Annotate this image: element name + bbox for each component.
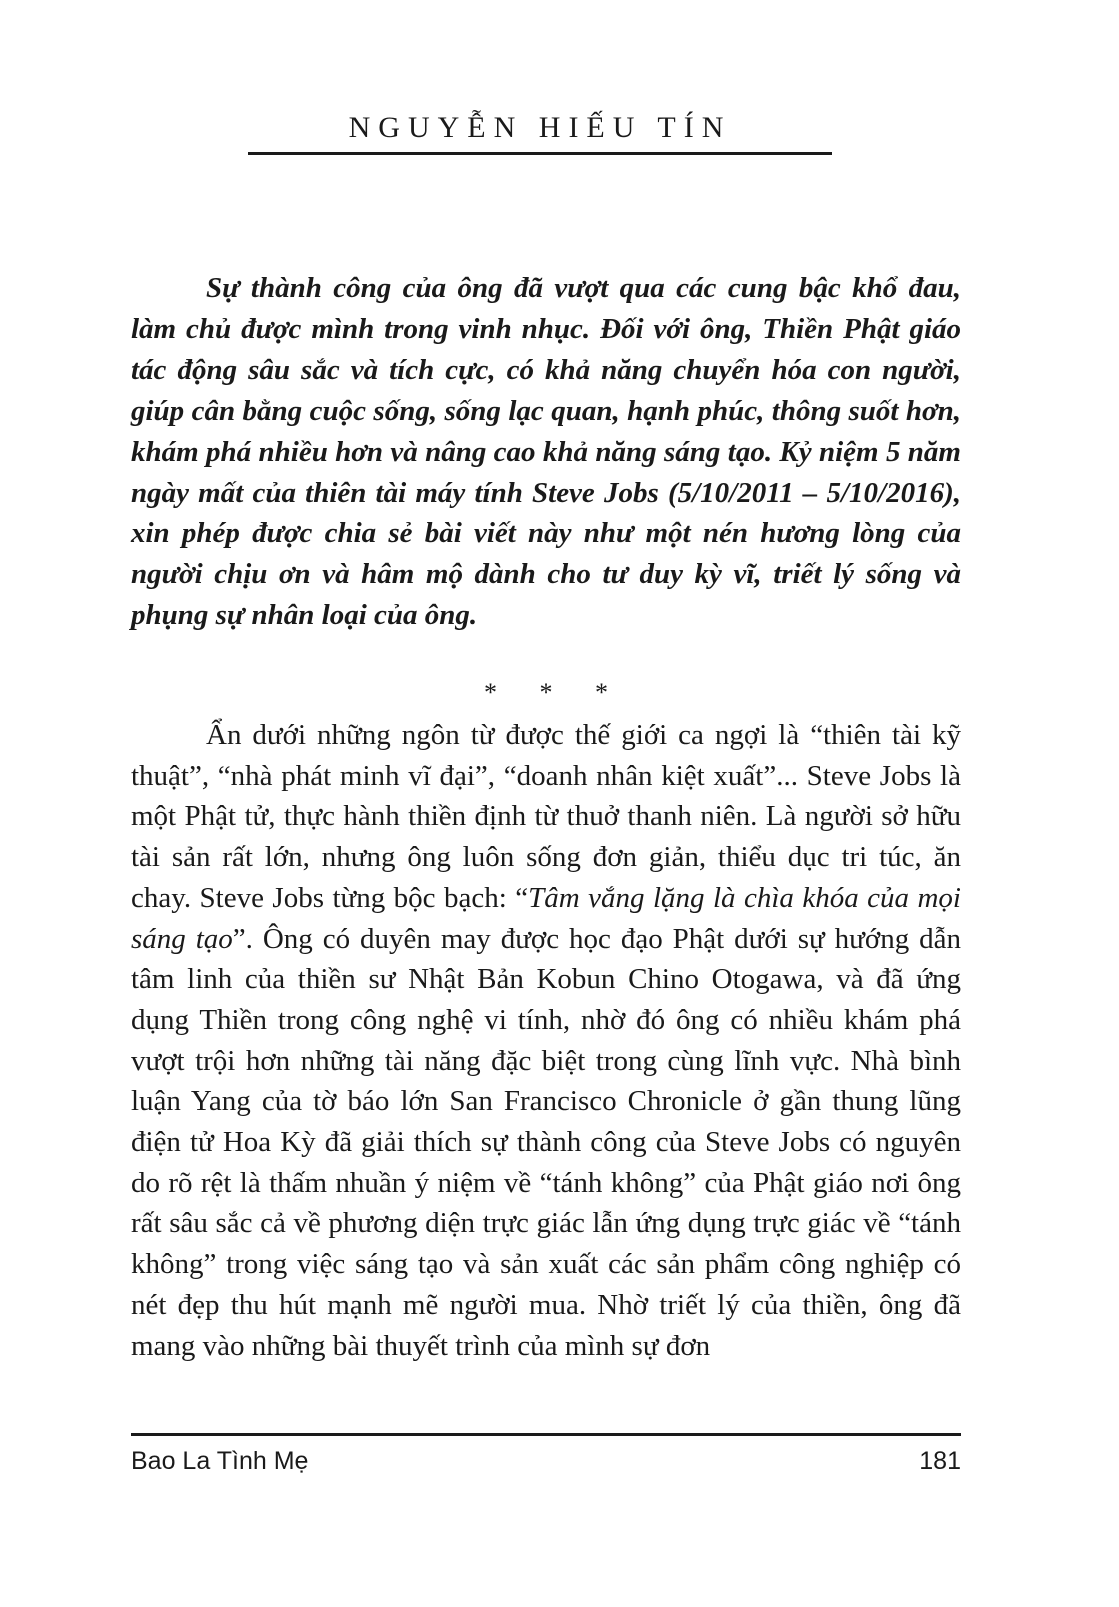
intro-paragraph: Sự thành công của ông đã vượt qua các cung bậc khổ đau, làm chủ được mình trong vinh nhục. Đối với ông, Thiền Phật giáo tác động sâu sắc và tích cực, có khả năng chuyển hóa con người, giúp cân bằng cuộc sống, sống lạc quan, hạnh phúc, thông suốt hơn, khám phá nhiều hơn và nâng cao khả năng sáng tạo. Kỷ niệm 5 năm ngày mất của thiên tài máy tính Steve Jobs (5/10/2011 – 5/10/2016), xin phép được chia sẻ bài viết này như một nén hương lòng của người chịu ơn và hâm mộ dành cho tư duy kỳ vĩ, triết lý sống và phụng sự nhân loại của ông.	[131, 272, 961, 632]
body-text-part-2: ”. Ông có duyên may được học đạo Phật dưới sự hướng dẫn tâm linh của thiền sư Nhật Bản Kobun Chino Otogawa, và đã ứng dụng Thiền trong công nghệ vi tính, nhờ đó ông có nhiều khám phá vượt trội hơn những tài năng đặc biệt trong cùng lĩnh vực. Nhà bình luận Yang của tờ báo lớn San Francisco Chronicle ở gần thung lũng điện tử Hoa Kỳ đã giải thích sự thành công của Steve Jobs có nguyên do rõ rệt là thấm nhuần ý niệm về “tánh không” của Phật giáo nơi ông rất sâu sắc cả về phương diện trực giác lẫn ứng dụng trực giác về “tánh không” trong việc sáng tạo và sản xuất các sản phẩm công nghiệp có nét đẹp thu hút mạnh mẽ người mua. Nhờ triết lý của thiền, ông đã mang vào những bài thuyết trình của mình sự đơn	[131, 922, 962, 1362]
steve-jobs-quote: Tâm vắng lặng là chìa khóa của mọi sáng tạo	[131, 881, 961, 955]
header-rule	[248, 152, 832, 155]
section-separator: * * *	[484, 678, 608, 707]
running-header-author: NGUYỄN HIẾU TÍN	[348, 111, 732, 144]
footer-rule	[131, 1433, 961, 1436]
footer-book-title: Bao La Tình Mẹ	[131, 1447, 309, 1475]
body-paragraph	[131, 715, 961, 1366]
body-text-part-1: Ẩn dưới những ngôn từ được thế giới ca ngợi là “thiên tài kỹ thuật”, “nhà phát minh vĩ đại”, “doanh nhân kiệt xuất”... Steve Jobs là một Phật tử, thực hành thiền định từ thuở thanh niên. Là người sở hữu tài sản rất lớn, nhưng ông luôn sống đơn giản, thiểu dục tri túc, ăn chay. Steve Jobs từng bộc bạch: “	[131, 719, 961, 914]
page-number: 181	[919, 1447, 961, 1475]
